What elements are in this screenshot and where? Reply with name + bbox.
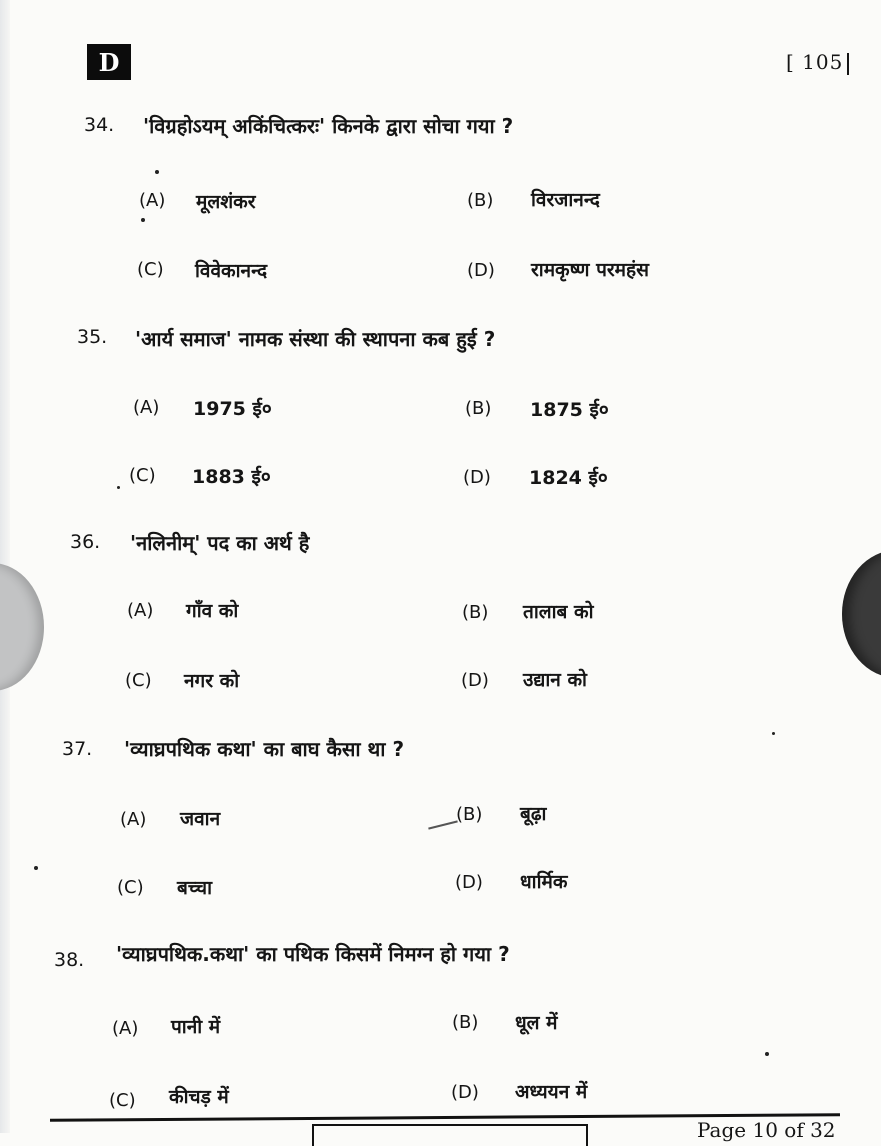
option-label: (A) xyxy=(120,809,147,830)
option-label: (A) xyxy=(139,190,166,211)
option-label: (C) xyxy=(137,259,164,280)
question-text: 'विग्रहोऽयम् अकिंचित्करः' किनके द्वारा सोचा गया ? xyxy=(143,114,514,138)
page-code: [ 105 xyxy=(786,50,849,75)
option-text: 1883 ई० xyxy=(192,466,271,488)
option-label: (B) xyxy=(462,602,489,623)
option-text: मूलशंकर xyxy=(196,191,256,213)
question-text: 'व्याघ्रपथिक.कथा' का पथिक किसमें निमग्न हो गया ? xyxy=(116,942,510,966)
option-text: बूढ़ा xyxy=(520,803,547,825)
option-label: (D) xyxy=(461,670,489,691)
question-text: 'आर्य समाज' नामक संस्था की स्थापना कब हुई ? xyxy=(135,327,496,351)
option-text: धूल में xyxy=(515,1012,558,1034)
option-label: (D) xyxy=(451,1082,479,1103)
option-text: पानी में xyxy=(171,1016,221,1038)
series-badge: D xyxy=(87,44,131,80)
option-label: (D) xyxy=(467,260,495,281)
option-text: गाँव को xyxy=(186,600,239,622)
option-text: रामकृष्ण परमहंस xyxy=(531,259,649,281)
scan-speck xyxy=(34,866,38,870)
question-number: 36. xyxy=(70,531,101,553)
option-label: (B) xyxy=(467,190,494,211)
option-text: विवेकानन्द xyxy=(195,260,268,282)
option-text: धार्मिक xyxy=(520,871,568,893)
footer-box xyxy=(312,1124,588,1146)
pen-mark xyxy=(428,820,458,829)
scan-speck xyxy=(765,1052,769,1056)
punch-hole-left xyxy=(0,563,44,691)
option-label: (C) xyxy=(129,465,156,486)
punch-hole-right xyxy=(842,550,881,678)
option-text: विरजानन्द xyxy=(531,189,600,211)
page-code-value: 105 xyxy=(802,50,844,74)
option-label: (C) xyxy=(109,1090,136,1111)
option-label: (B) xyxy=(465,398,492,419)
option-text: नगर को xyxy=(184,670,240,692)
question-number: 38. xyxy=(54,949,85,971)
option-label: (A) xyxy=(133,397,160,418)
scan-speck xyxy=(155,170,159,174)
option-label: (B) xyxy=(452,1012,479,1033)
scan-speck xyxy=(772,732,775,735)
option-text: 1824 ई० xyxy=(529,467,608,489)
option-text: जवान xyxy=(180,808,221,830)
option-text: तालाब को xyxy=(523,601,594,623)
scan-speck xyxy=(141,218,145,222)
scan-speck xyxy=(117,486,120,489)
option-label: (A) xyxy=(112,1018,139,1039)
option-label: (D) xyxy=(455,872,483,893)
option-text: बच्चा xyxy=(177,877,212,899)
question-number: 35. xyxy=(77,326,108,348)
option-text: कीचड़ में xyxy=(169,1086,229,1108)
option-text: उद्यान को xyxy=(523,669,587,691)
option-text: 1975 ई० xyxy=(193,398,272,420)
footer-page-number: Page 10 of 32 xyxy=(697,1118,836,1142)
option-text: अध्ययन में xyxy=(515,1081,588,1103)
option-label: (D) xyxy=(463,467,491,488)
option-text: 1875 ई० xyxy=(530,399,609,421)
option-label: (A) xyxy=(127,600,154,621)
question-number: 34. xyxy=(84,114,115,136)
question-text: 'नलिनीम्' पद का अर्थ है xyxy=(130,531,310,555)
question-text: 'व्याघ्रपथिक कथा' का बाघ कैसा था ? xyxy=(124,737,405,761)
option-label: (B) xyxy=(456,804,483,825)
option-label: (C) xyxy=(125,670,152,691)
question-number: 37. xyxy=(62,738,93,760)
option-label: (C) xyxy=(117,877,144,898)
